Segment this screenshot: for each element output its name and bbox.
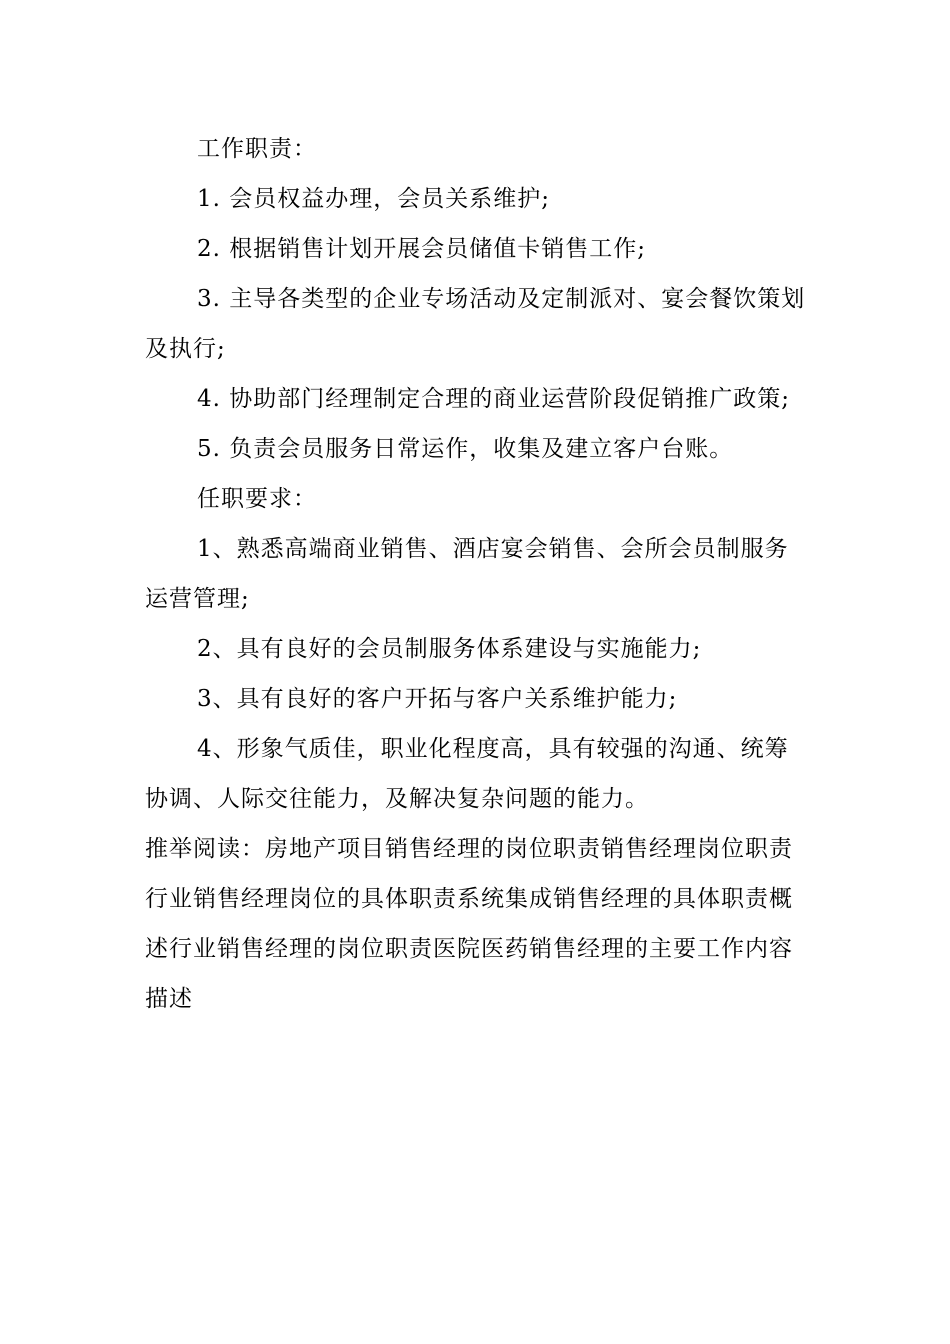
requirement-item-4: 4、形象气质佳，职业化程度高，具有较强的沟通、统筹协调、人际交往能力，及解决复杂问题的能力。 [145, 736, 789, 812]
requirement-item-2: 2、具有良好的会员制服务体系建设与实施能力; [197, 636, 702, 662]
duty-item-4: 4. 协助部门经理制定合理的商业运营阶段促销推广政策; [197, 386, 791, 412]
duty-item-2: 2. 根据销售计划开展会员储值卡销售工作; [197, 236, 647, 262]
duty-item-5: 5. 负责会员服务日常运作，收集及建立客户台账。 [197, 436, 734, 462]
duty-item-3: 3. 主导各类型的企业专场活动及定制派对、宴会餐饮策划及执行; [145, 286, 806, 362]
duty-item-1: 1. 会员权益办理，会员关系维护; [197, 186, 551, 212]
document-body [145, 124, 810, 1024]
requirements-heading: 任职要求： [197, 486, 317, 512]
recommended-reading: 推举阅读：房地产项目销售经理的岗位职责销售经理岗位职责行业销售经理岗位的具体职责系统集成销售经理的具体职责概述行业销售经理的岗位职责医院医药销售经理的主要工作内容描述 [145, 836, 793, 1012]
requirement-item-3: 3、具有良好的客户开拓与客户关系维护能力; [197, 686, 678, 712]
requirement-item-1: 1、熟悉高端商业销售、酒店宴会销售、会所会员制服务运营管理; [145, 536, 789, 612]
duties-heading: 工作职责： [197, 136, 317, 162]
